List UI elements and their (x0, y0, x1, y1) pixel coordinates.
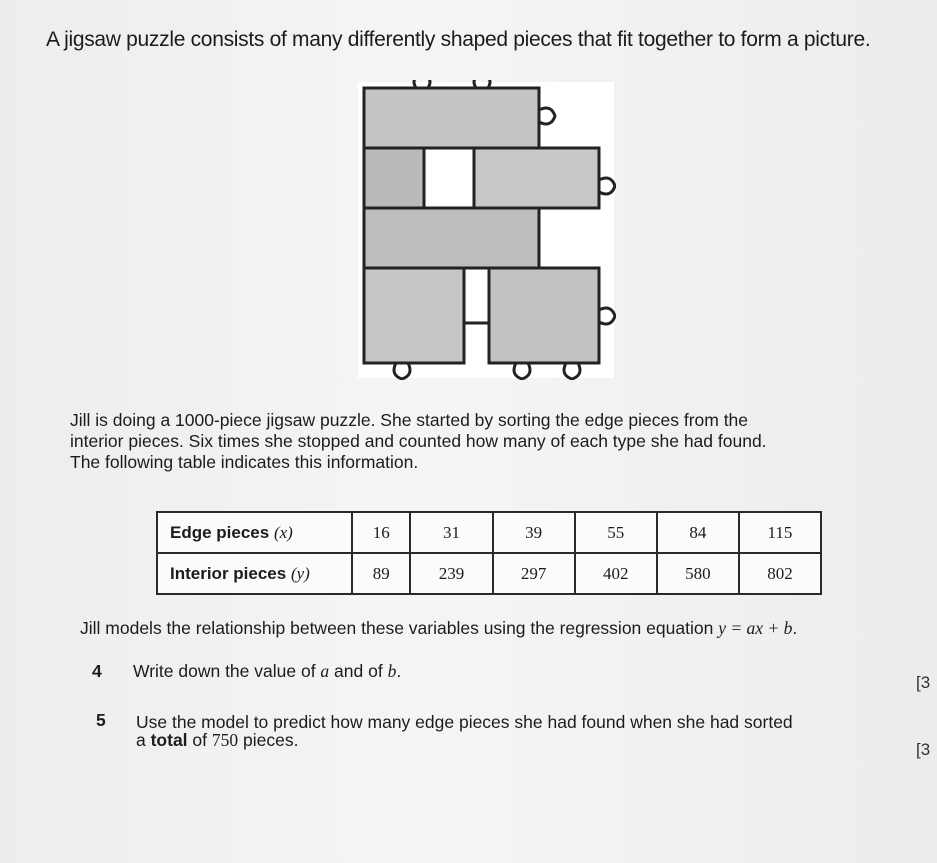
paragraph-line: interior pieces. Six times she stopped and counted how many of each type she had found. (70, 431, 767, 451)
paragraph-line: The following table indicates this information. (70, 452, 419, 472)
table-cell: 89 (352, 553, 410, 594)
table-cell: 16 (352, 512, 410, 553)
table-cell: 84 (657, 512, 739, 553)
intro-text: A jigsaw puzzle consists of many differently shaped pieces that fit together to form a picture. (46, 28, 871, 51)
table-row (157, 512, 821, 553)
table-cell: 115 (739, 512, 821, 553)
table-cell: 297 (493, 553, 575, 594)
paragraph-line: Jill is doing a 1000-piece jigsaw puzzle. She started by sorting the edge pieces from the (70, 410, 749, 430)
table-cell: 39 (493, 512, 575, 553)
table-cell: 802 (739, 553, 821, 594)
mark-allocation: [3 (916, 740, 931, 759)
mark-allocation: [3 (916, 673, 931, 692)
table-cell: 31 (410, 512, 492, 553)
model-statement: Jill models the relationship between these variables using the regression equation y = ax + b. (80, 618, 798, 638)
row-header-edge: Edge pieces (x) (157, 512, 352, 553)
question-5-line-2: a total of 750 pieces. (136, 730, 299, 750)
table-row (157, 553, 821, 594)
question-number: 5 (96, 710, 106, 730)
question-number: 4 (92, 661, 102, 681)
jigsaw-puzzle-illustration (356, 80, 616, 380)
table-cell: 402 (575, 553, 657, 594)
question-5-line-1: Use the model to predict how many edge pieces she had found when she had sorted (136, 712, 793, 732)
regression-equation: y = ax + b (718, 618, 793, 638)
table-cell: 580 (657, 553, 739, 594)
question-4-text: Write down the value of a and of b. (133, 661, 402, 681)
row-header-interior: Interior pieces (y) (157, 553, 352, 594)
data-table (156, 511, 822, 595)
table-cell: 55 (575, 512, 657, 553)
table-cell: 239 (410, 553, 492, 594)
intro-paragraph (70, 410, 900, 473)
